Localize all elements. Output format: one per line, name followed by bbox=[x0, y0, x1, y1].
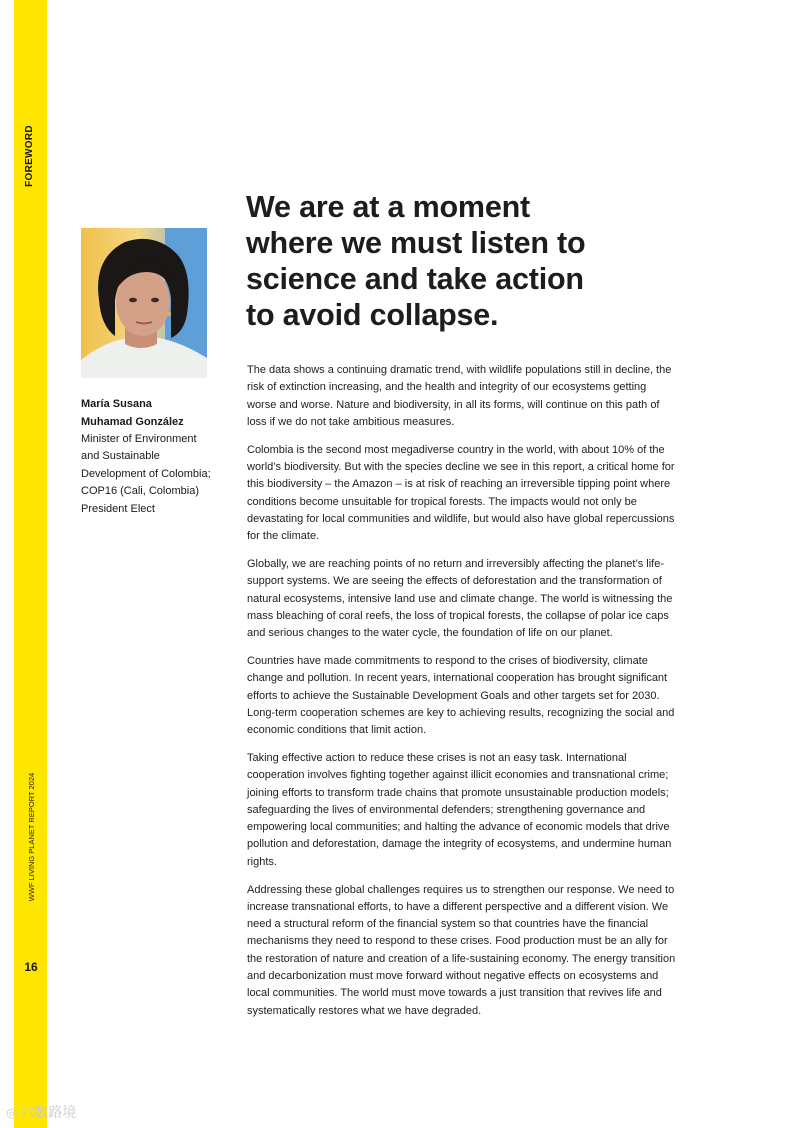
headline-line: science and take action bbox=[246, 262, 584, 296]
author-portrait bbox=[81, 228, 207, 378]
headline-line: where we must listen to bbox=[246, 226, 586, 260]
author-role-line: and Sustainable bbox=[81, 450, 160, 463]
page-number: 16 bbox=[24, 960, 38, 974]
author-name-line: Muhamad González bbox=[81, 415, 184, 428]
author-role-line: Minister of Environment bbox=[81, 433, 197, 445]
portrait-illustration bbox=[81, 228, 207, 378]
body-paragraph: Taking effective action to reduce these crises is not an easy task. International cooperation involves fighting together against illicit economies and transnational crime; joining efforts to transform trade chains that promote unsustainable production models; safeguarding the lives of environmental defenders; strengthening governance and empowering local communities; and halting the advance of economic models that drive pollution and deforestation, damage the integrity of ecosystems, and undermine human rights. bbox=[247, 751, 672, 868]
watermark-logo-icon: ◎ bbox=[6, 1105, 18, 1120]
report-title-label: WWF LIVING PLANET REPORT 2024 bbox=[27, 772, 36, 902]
body-paragraph: Colombia is the second most megadiverse country in the world, with about 10% of the world’s biodiversity. But with the species decline we see in this report, a critical home for this biodiversity – the Amazon – is at risk of reaching an irreversible tipping point where conditions become unsuitable for tropical forests. The impacts would not only be devastating for local communities and wildlife, but would also have global repercussions for the climate. bbox=[247, 443, 675, 543]
author-role bbox=[81, 431, 231, 518]
page-headline bbox=[246, 189, 646, 333]
foreword-body bbox=[247, 362, 677, 1030]
section-label: FOREWORD bbox=[24, 125, 35, 187]
body-paragraph: Addressing these global challenges requires us to strengthen our response. We need to increase transnational efforts, to have a different perspective and a different vision. We need a structural reform of the financial system so that countries have the financial mechanisms they need to respond to these crises. Food production must be an ally for the restoration of nature and creation of a life-sustaining economy. The energy transition and decarbonization must move forward without negative effects on ecosystems and local communities. The world must move towards a just transition that revives life and systematically restores what we have degraded. bbox=[247, 883, 676, 1017]
watermark-text: 六数路境 bbox=[20, 1104, 77, 1120]
author-role-line: President Elect bbox=[81, 502, 155, 515]
author-role-line: COP16 (Cali, Colombia) bbox=[81, 485, 199, 498]
body-paragraph: Globally, we are reaching points of no return and irreversibly affecting the planet’s life-support systems. We are seeing the effects of deforestation and the transformation of natural ecosystems, intensive land use and climate change. The world is witnessing the mass bleaching of coral reefs, the loss of tropical forests, the collapse of polar ice caps and serious changes to the water cycle, the foundation of life on our planet. bbox=[247, 557, 673, 640]
body-paragraph: Countries have made commitments to respond to the crises of biodiversity, climate change and pollution. In recent years, international cooperation has brought significant efforts to achieve the Sustainable Development Goals and other targets set for 2030. Long-term cooperation schemes are key to achieving results, recognizing the social and economic conditions that limit action. bbox=[247, 654, 675, 737]
author-role-line: Development of Colombia; bbox=[81, 467, 211, 480]
author-name bbox=[81, 396, 231, 431]
watermark bbox=[6, 1101, 116, 1123]
body-paragraph: The data shows a continuing dramatic trend, with wildlife populations still in decline, the risk of extinction increasing, and the health and integrity of our ecosystems getting worse and worse. Nature and biodiversity, in all its forms, will continue on this path of loss if we do not take ambitious measures. bbox=[247, 364, 672, 428]
headline-line: We are at a moment bbox=[246, 190, 530, 224]
headline-line: to avoid collapse. bbox=[246, 298, 499, 332]
author-name-line: María Susana bbox=[81, 398, 152, 410]
